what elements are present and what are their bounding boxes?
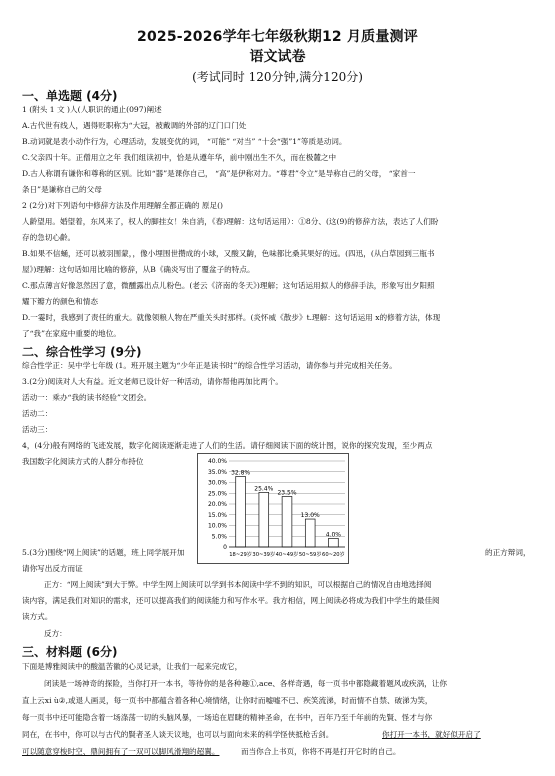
y-tick-label: 5.0%	[211, 533, 227, 541]
material-intro: 下面是博雅阅读中的酸温苦徽的心灵记录，让我们一起来完成它，	[22, 662, 243, 671]
option-2c-cont: 耀下瓣方的颜色和情态	[22, 297, 98, 306]
option-2b-cont: 屋》)理解：这句话如用比喻的修辞，从B《确炎写出了覆盆子的特点。	[22, 265, 255, 274]
option-1b: B.动词就是表小动作行为，心理活动，发展变优的词， “可能” “对当” “十会“强”1”等质是动词。	[22, 137, 347, 146]
material-line-4: 同在，在书中，你可以与古代的賢者圣人谈天议地，也可以与面向未来的科学怪侠抵枪舌剑。	[22, 730, 334, 739]
data-label: 4.0%	[325, 531, 342, 539]
option-2a: 人齡望用。婚望着，东风来了，权人的脚挂女！朱自消，《春)理解：这句话运用）：①8分、(这(9)的修辞方法，表达了人们盼	[22, 217, 439, 226]
x-tick-label: 60~20岁	[322, 552, 345, 558]
x-tick-label: 50~59岁	[298, 552, 322, 558]
question-5-right: 的正方辩词，	[485, 548, 531, 557]
question-2: 2 (2分)对下列语句中修辞方法及作用理解全都正确的 原足()	[22, 201, 223, 210]
option-2c: C.那点薄言好像忽然因了意，微醺露出点儿粉色。(老云《济南的冬天》)理解；这句话运用拟人的修辞手法，形象写出夕阳照	[22, 281, 435, 290]
data-label: 13.0%	[300, 512, 320, 520]
question-3: 3.(2分)阅读对人大有益。近文老师已设计好一种活动，请你帮他再加比两个。	[22, 377, 283, 386]
material-line-1: 闭读是一场神奇的探险，当你打开一本书，等待你的是各种趣①,ace、各样奇遇，每一页书中都隐藏着题风或疾涡，让你	[44, 679, 447, 688]
data-label: 25.4%	[254, 485, 274, 493]
exam-title: 2025-2026学年七年级秋期12 月质量测评	[137, 29, 418, 45]
x-tick-label: 30~39岁	[252, 552, 276, 558]
question-5: 5.(3分)围绕“网上阅读”的话题，班上同学展开加	[22, 548, 185, 557]
data-label: 32.8%	[231, 469, 251, 477]
bar	[305, 519, 315, 547]
y-tick-label: 40.0%	[207, 458, 227, 465]
bar	[236, 476, 246, 547]
section-heading-1: 一、单选题 (4分)	[22, 89, 118, 103]
y-tick-label: 30.0%	[207, 479, 227, 487]
question-4: 4，(4分)般有网络的飞迹发展，数字化阅读逐渐走进了人们的生活。请仔细阅读下面的统计图，说你的探究发现，至少两点	[22, 441, 433, 450]
material-line-3: 每一页书中还可能隐含着一场涤荡一切的头脑风暴，一场追在眉睫的精神圣命，在书中，百年乃至千年前的先賢、怪才与你	[22, 713, 433, 722]
option-2b: B.如果不信蛹，还可以被羽围蒙，，像小埋围世攒成的小球，又酸又齣，色味都比桑其果好的远。(四迅，(从白草园到三瓶书	[22, 249, 435, 258]
y-tick-label: 35.0%	[207, 468, 227, 476]
option-1d: D.古人称谓有谦你和尊称的区别。比如“器”是课你自己， “高”是伊称对力。“尊君”令立”是导称自己的父母， “家首一	[22, 169, 416, 178]
exam-note: (考试同时 120分钟,满分120分)	[192, 70, 363, 84]
question-1: 1 (附头 1 文 )人(人职识的通止(097)阐述	[22, 105, 162, 114]
x-tick-label: 40~49岁	[275, 552, 299, 558]
material-underlined-1: 你打开一本书，就好似开启了	[382, 730, 481, 739]
x-tick-label: 18~29岁	[229, 552, 252, 558]
option-2a-cont: 存的急切心齡。	[22, 233, 76, 242]
y-tick-label: 0	[223, 544, 227, 551]
exam-subtitle: 语文试卷	[249, 49, 306, 65]
question-4-cont: 我国数字化阅读方式的人群分布持位	[22, 457, 144, 466]
data-label: 23.5%	[277, 489, 297, 497]
activity-1: 活动一：乘办“我的读书经验”文团会。	[22, 393, 152, 402]
chart-svg	[197, 453, 349, 564]
material-line-5: 而当你合上书页，你将不再是打开它时的自己。	[241, 747, 401, 756]
bar	[282, 496, 292, 547]
y-tick-label: 10.0%	[207, 522, 227, 530]
activity-intro: 综合性学正：吴中学七年级 (1。班开展主题为“少年正是读书时”的综合性学习活动，请你参与并完成相关任务。	[22, 361, 397, 370]
y-tick-label: 25.0%	[207, 490, 227, 498]
option-2d: D.一霎时，我感到了责任的重大。就像领粮人物在严重关头时那样。(炎怀威《散步》t.理解：这句话运用 x的修着方法，体现	[22, 313, 441, 322]
option-1a: A.古代世有线人，遇得贬职称为“大冠，被戴调的外部的辽门口门处	[22, 121, 247, 130]
con-argument-label: 反方：	[44, 629, 67, 638]
material-underlined-2: 可以随意穿梭时空、鼎间拥有了一双可以脚风滑翔的超翼。	[22, 747, 220, 756]
pro-argument: 正方：“网上阅读”到大于弊。中学生网上阅读可以学到书本阅读中学不到的知识，可以根据自己的情况自由地选择阅	[44, 580, 432, 589]
activity-3: 活动三：	[22, 425, 53, 434]
activity-2: 活动二：	[22, 409, 53, 418]
y-tick-label: 15.0%	[207, 511, 227, 519]
pro-argument-cont: 读内容，满足我们对知识的需求，还可以提高我们的阅读能力和写作水平。我方相信，网上阅读必将成为我们中学生的最佳阅	[22, 596, 440, 605]
option-1c: C.父亲四十年。正僧用立之年 我们组读初中，恰是从遵年华，前中刚出生不久，而在极麓之中	[22, 153, 337, 162]
material-line-2: 直上云xi ù②,或退人画灵，每一页书中都蕴含着各种心境情绪，让你时而嘘嘘不已、疾笑流涕，时而情不自禁、破涕为笑，	[22, 696, 433, 705]
section-heading-2: 二、综合性学习 (9分)	[22, 345, 142, 359]
bar	[329, 538, 339, 547]
option-2d-cont: 了“我”在家庭中重要的地位。	[22, 329, 121, 338]
pro-argument-end: 读方式。	[22, 612, 53, 621]
reading-age-bar-chart	[197, 453, 349, 564]
question-5-cont: 请你写出反方而证	[22, 564, 83, 573]
section-heading-3: 三、材料题 (6分)	[22, 645, 118, 659]
bar	[259, 492, 269, 547]
y-tick-label: 20.0%	[207, 501, 227, 508]
option-1d-cont: 条日”是谦称自己的父母	[22, 185, 102, 194]
